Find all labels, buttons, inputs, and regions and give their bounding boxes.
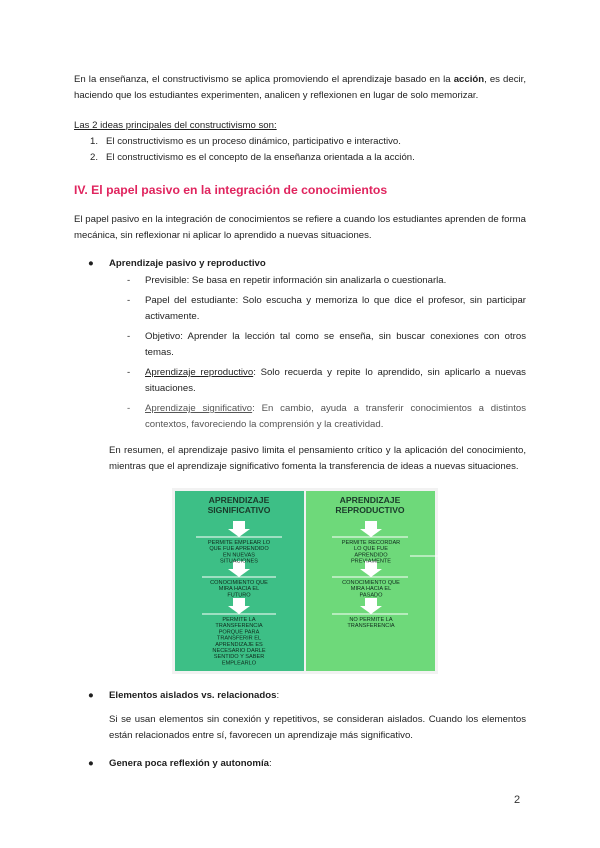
figure-box-text: APRENDIDO (354, 552, 388, 559)
comparison-graphic (172, 488, 438, 674)
sub-item-text: : Solo recuerda y repite lo aprendido, sin aplicarlo a nuevas situaciones. (145, 367, 526, 394)
sub-item-label: Aprendizaje reproductivo (145, 367, 254, 378)
dash-marker: - (127, 275, 131, 286)
summary-paragraph: En resumen, el aprendizaje pasivo limita el pensamiento crítico y la aplicación del conocimiento, mientras que el aprendizaje significativo fomenta la transferencia de ideas a nuevas situaciones. (109, 445, 526, 472)
figure-box-text: PORQUE PARA (218, 629, 260, 636)
bullet-title: Aprendizaje pasivo y reproductivo (109, 258, 266, 269)
sub-item-label: Aprendizaje significativo (145, 403, 253, 414)
figure-box-text: APRENDIZAJE ES (215, 641, 263, 648)
intro-paragraph (74, 72, 526, 104)
sub-item-label: Previsible (145, 275, 187, 286)
figure-box-text: PERMITE EMPLEAR LO (207, 540, 271, 546)
figure-box-text: TRANSFERIR EL (216, 635, 262, 642)
figure-box-text: PERMITE LA (222, 617, 256, 623)
sub-item (74, 401, 526, 433)
intro-text-end: , es decir, haciendo que los estudiantes experimenten, analicen y reflexionen en lugar de solo memorizar. (74, 74, 526, 101)
section-heading: IV. El papel pasivo en la integración de conocimientos (74, 183, 388, 197)
bullet-dot: ● (88, 758, 94, 769)
bullet-title: Genera poca reflexión y autonomía (109, 758, 269, 769)
sub-list (74, 273, 526, 433)
list-item (74, 150, 526, 166)
bullet-dot: ● (88, 690, 94, 701)
ideas-list (74, 134, 526, 166)
sub-item-text: : En cambio, ayuda a transferir conocimientos a distintos contextos, favoreciendo la comprensión y la creatividad. (145, 403, 526, 430)
figure-box-text: CONOCIMIENTO QUE (210, 580, 268, 586)
bullet-item (74, 756, 526, 772)
list-item-text: El constructivismo es el concepto de la enseñanza orientada a la acción. (106, 152, 415, 163)
figure-box-text: NO PERMITE LA (349, 617, 393, 623)
sub-item-text: : Aprender la lección tal como se enseña, sin buscar conexiones con otros temas. (145, 331, 526, 358)
sub-item-text: : Solo escucha y memoriza lo que dice el profesor, sin participar activamente. (145, 295, 527, 322)
section-intro: El papel pasivo en la integración de conocimientos se refiere a cuando los estudiantes aprenden de forma mecánica, sin reflexionar ni aplicar lo aprendido a nuevas situaciones. (74, 214, 526, 241)
bullet-item (74, 256, 526, 272)
sub-item-text: : Se basa en repetir información sin analizarla o cuestionarla. (186, 275, 447, 286)
figure-box-text: PREVIAMENTE (350, 558, 392, 565)
figure-box-text: QUE FUE APRENDIDO (209, 546, 269, 553)
comparison-figure (172, 488, 438, 674)
intro-bold-word: acción (453, 74, 485, 85)
bullet-colon: : (276, 690, 280, 701)
sub-item (74, 273, 526, 289)
page-number: 2 (514, 794, 521, 806)
figure-box-text: EMPLEARLO (221, 660, 257, 667)
figure-box-text: NECESARIO DARLE (212, 648, 266, 654)
bullet-paragraph: Si se usan elementos sin conexión y repetitivos, se consideran aislados. Cuando los elementos están relacionados entre sí, favorecen un aprendizaje más significativo. (109, 714, 526, 741)
list-number: 1. (90, 136, 99, 147)
figure-box-text: PERMITE RECORDAR (341, 540, 401, 546)
dash-marker: - (127, 331, 131, 342)
sub-item-label: Objetivo (145, 331, 181, 342)
sub-item (74, 365, 526, 397)
document-page (74, 72, 526, 773)
figure-box-text: MIRA HACIA EL (218, 586, 260, 593)
figure-box-text: TRANSFERENCIA (215, 623, 263, 630)
figure-box-text: TRANSFERENCIA (347, 623, 395, 630)
dash-marker: - (127, 295, 131, 306)
sub-item (74, 329, 526, 361)
list-item (74, 134, 526, 150)
dash-marker: - (127, 367, 131, 378)
right-title-1: APRENDIZAJE (339, 495, 401, 505)
bullet-colon: : (268, 758, 272, 769)
right-title-2: REPRODUCTIVO (335, 505, 405, 515)
sub-item-label: Papel del estudiante (145, 295, 236, 306)
left-title-2: SIGNIFICATIVO (207, 505, 271, 515)
list-number: 2. (90, 152, 99, 163)
bullet-item (74, 688, 526, 704)
figure-box-text: PASADO (359, 592, 383, 599)
left-title-1: APRENDIZAJE (208, 495, 270, 505)
figure-box-text: CONOCIMIENTO QUE (342, 580, 400, 586)
dash-marker: - (127, 403, 131, 414)
figure-box-text: SITUACIONES (220, 558, 258, 565)
figure-box-text: LO QUE FUE (354, 546, 388, 553)
figure-box-text: FUTURO (227, 592, 251, 599)
sub-item (74, 293, 526, 325)
intro-text-start: En la enseñanza, el constructivismo se aplica promoviendo el aprendizaje basado en la (74, 74, 454, 85)
ideas-heading: Las 2 ideas principales del constructivismo son: (74, 120, 277, 131)
list-item-text: El constructivismo es un proceso dinámico, participativo e interactivo. (106, 136, 401, 147)
figure-box-text: SENTIDO Y SABER (213, 654, 265, 661)
figure-box-text: EN NUEVAS (223, 552, 255, 559)
bullet-title: Elementos aislados vs. relacionados (109, 690, 277, 701)
bullet-dot: ● (88, 258, 94, 269)
figure-box-text: MIRA HACIA EL (350, 586, 392, 593)
